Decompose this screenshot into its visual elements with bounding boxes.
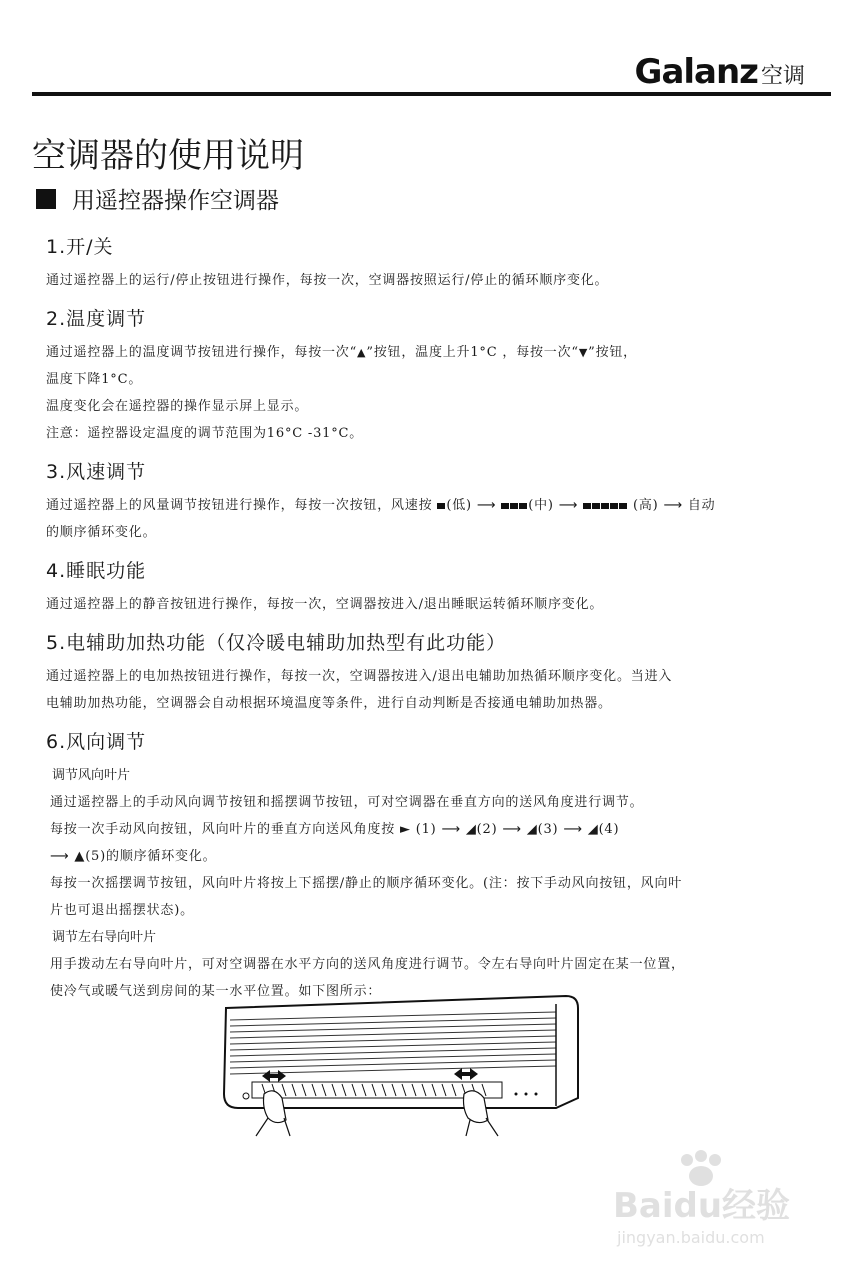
airflow-text-1: 通过遥控器上的手动风向调节按钮和摇摆调节按钮，可对空调器在垂直方向的送风角度进行调节。: [50, 795, 644, 810]
louver-pos1-icon: ►: [399, 822, 411, 837]
airflow-text-2-cont: [46, 843, 805, 870]
sleep-text: 通过遥控器上的静音按钮进行操作，每按一次，空调器按进入/退出睡眠运转循环顺序变化。: [46, 597, 604, 612]
arrow-right-icon: ⟶: [563, 822, 583, 837]
temp-text-a: 通过遥控器上的温度调节按钮进行操作，每按一次“: [46, 345, 358, 360]
airflow-text-2a: 每按一次手动风向按钮，风向叶片的垂直方向送风角度按: [50, 822, 396, 837]
power-text: 通过遥控器上的运行/停止按钮进行操作，每按一次，空调器按照运行/停止的循环顺序变化。: [46, 273, 609, 288]
speed-high-label: (高): [633, 498, 659, 513]
step-3: (3): [537, 822, 559, 837]
brand-suffix: 空调: [760, 64, 805, 89]
speed-mid-label: (中): [528, 498, 554, 513]
arrow-right-icon: ⟶: [476, 498, 497, 513]
heading-power: 1.开/关: [46, 236, 114, 258]
arrow-right-icon: ⟶: [558, 498, 579, 513]
airflow-text-5: 用手拨动左右导向叶片，可对空调器在水平方向的送风角度进行调节。令左右导向叶片固定在某一位置，: [50, 957, 685, 972]
airflow-text-4: 片也可退出摇摆状态)。: [50, 903, 194, 918]
sub-vertical-louver: 调节风向叶片: [52, 768, 131, 783]
louver-pos3-icon: ◢: [526, 822, 538, 837]
heater-text-2: 电辅助加热功能，空调器会自动根据环境温度等条件，进行自动判断是否接通电辅助加热器。: [46, 696, 612, 711]
airflow-text-3: 每按一次摇摆调节按钮，风向叶片将按上下摇摆/静止的顺序循环变化。(注：按下手动风向按钮，风向叶: [50, 876, 683, 891]
louver-pos4-icon: ◢: [587, 822, 599, 837]
fan-speed-text-1: [46, 492, 805, 519]
sub-horizontal-louver: 调节左右导向叶片: [52, 930, 157, 945]
heater-text-1: 通过遥控器上的电加热按钮进行操作，每按一次，空调器按进入/退出电辅助加热循环顺序变化。当进入: [46, 669, 673, 684]
air-conditioner-illustration: [216, 990, 586, 1140]
temp-text-b: ”按钮，温度上升1°C ，每按一次“: [366, 345, 579, 360]
speed-low-label: (低): [446, 498, 472, 513]
instructions: [46, 232, 805, 1015]
airflow-text-6: 使冷气或暖气送到房间的某一水平位置。如下图所示：: [50, 984, 382, 999]
louver-pos2-icon: ◢: [465, 822, 477, 837]
step-1: (1): [415, 822, 437, 837]
speed-mid-icon: [501, 498, 528, 513]
temp-text-c: ”按钮，: [588, 345, 637, 360]
baidu-watermark: [613, 1150, 813, 1260]
arrow-right-icon: ⟶: [441, 822, 461, 837]
section-heater: [46, 628, 805, 717]
section-heading: [36, 182, 279, 215]
step-2: (2): [476, 822, 498, 837]
section-fan-speed: [46, 457, 805, 546]
section-heading-text: 用遥控器操作空调器: [72, 188, 279, 214]
down-arrow-icon: ▼: [578, 346, 589, 359]
temperature-text-2: 温度下降1°C。: [46, 372, 143, 387]
fan-text-a: 通过遥控器上的风量调节按钮进行操作，每按一次按钮，风速按: [46, 498, 433, 513]
page-title: 空调器的使用说明: [32, 136, 304, 176]
header-rule: [32, 92, 831, 96]
temperature-text-1: [46, 339, 805, 366]
speed-high-icon: [583, 498, 628, 513]
square-bullet-icon: [36, 189, 56, 209]
speed-low-icon: [437, 498, 446, 513]
section-sleep: [46, 556, 805, 618]
heading-airflow: 6.风向调节: [46, 731, 147, 753]
airflow-text-2: [46, 816, 805, 843]
watermark-url: jingyan.baidu.com: [617, 1228, 765, 1247]
louver-pos5-icon: ▲: [74, 849, 86, 864]
speed-auto-label: 自动: [687, 498, 716, 513]
heading-fan-speed: 3.风速调节: [46, 461, 147, 483]
brand-name: Galanz: [634, 52, 758, 92]
brand-logo: [635, 52, 805, 92]
arrow-right-icon: ⟶: [50, 849, 70, 864]
arrow-right-icon: ⟶: [502, 822, 522, 837]
step-4: (4): [598, 822, 620, 837]
temperature-note: 注意：遥控器设定温度的调节范围为16°C -31°C。: [46, 426, 364, 441]
step-5: (5): [85, 849, 107, 864]
section-airflow: [46, 727, 805, 1005]
airflow-text-2b: 的顺序循环变化。: [106, 849, 217, 864]
arrow-right-icon: ⟶: [663, 498, 683, 513]
heading-temperature: 2.温度调节: [46, 308, 147, 330]
watermark-text: Baidu经验: [613, 1186, 791, 1226]
section-temperature: [46, 304, 805, 447]
up-arrow-icon: ▲: [357, 346, 367, 359]
heading-heater: 5.电辅助加热功能（仅冷暖电辅助加热型有此功能）: [46, 632, 507, 654]
fan-speed-text-2: 的顺序循环变化。: [46, 525, 157, 540]
section-power: [46, 232, 805, 294]
heading-sleep: 4.睡眠功能: [46, 560, 147, 582]
temperature-text-3: 温度变化会在遥控器的操作显示屏上显示。: [46, 399, 309, 414]
